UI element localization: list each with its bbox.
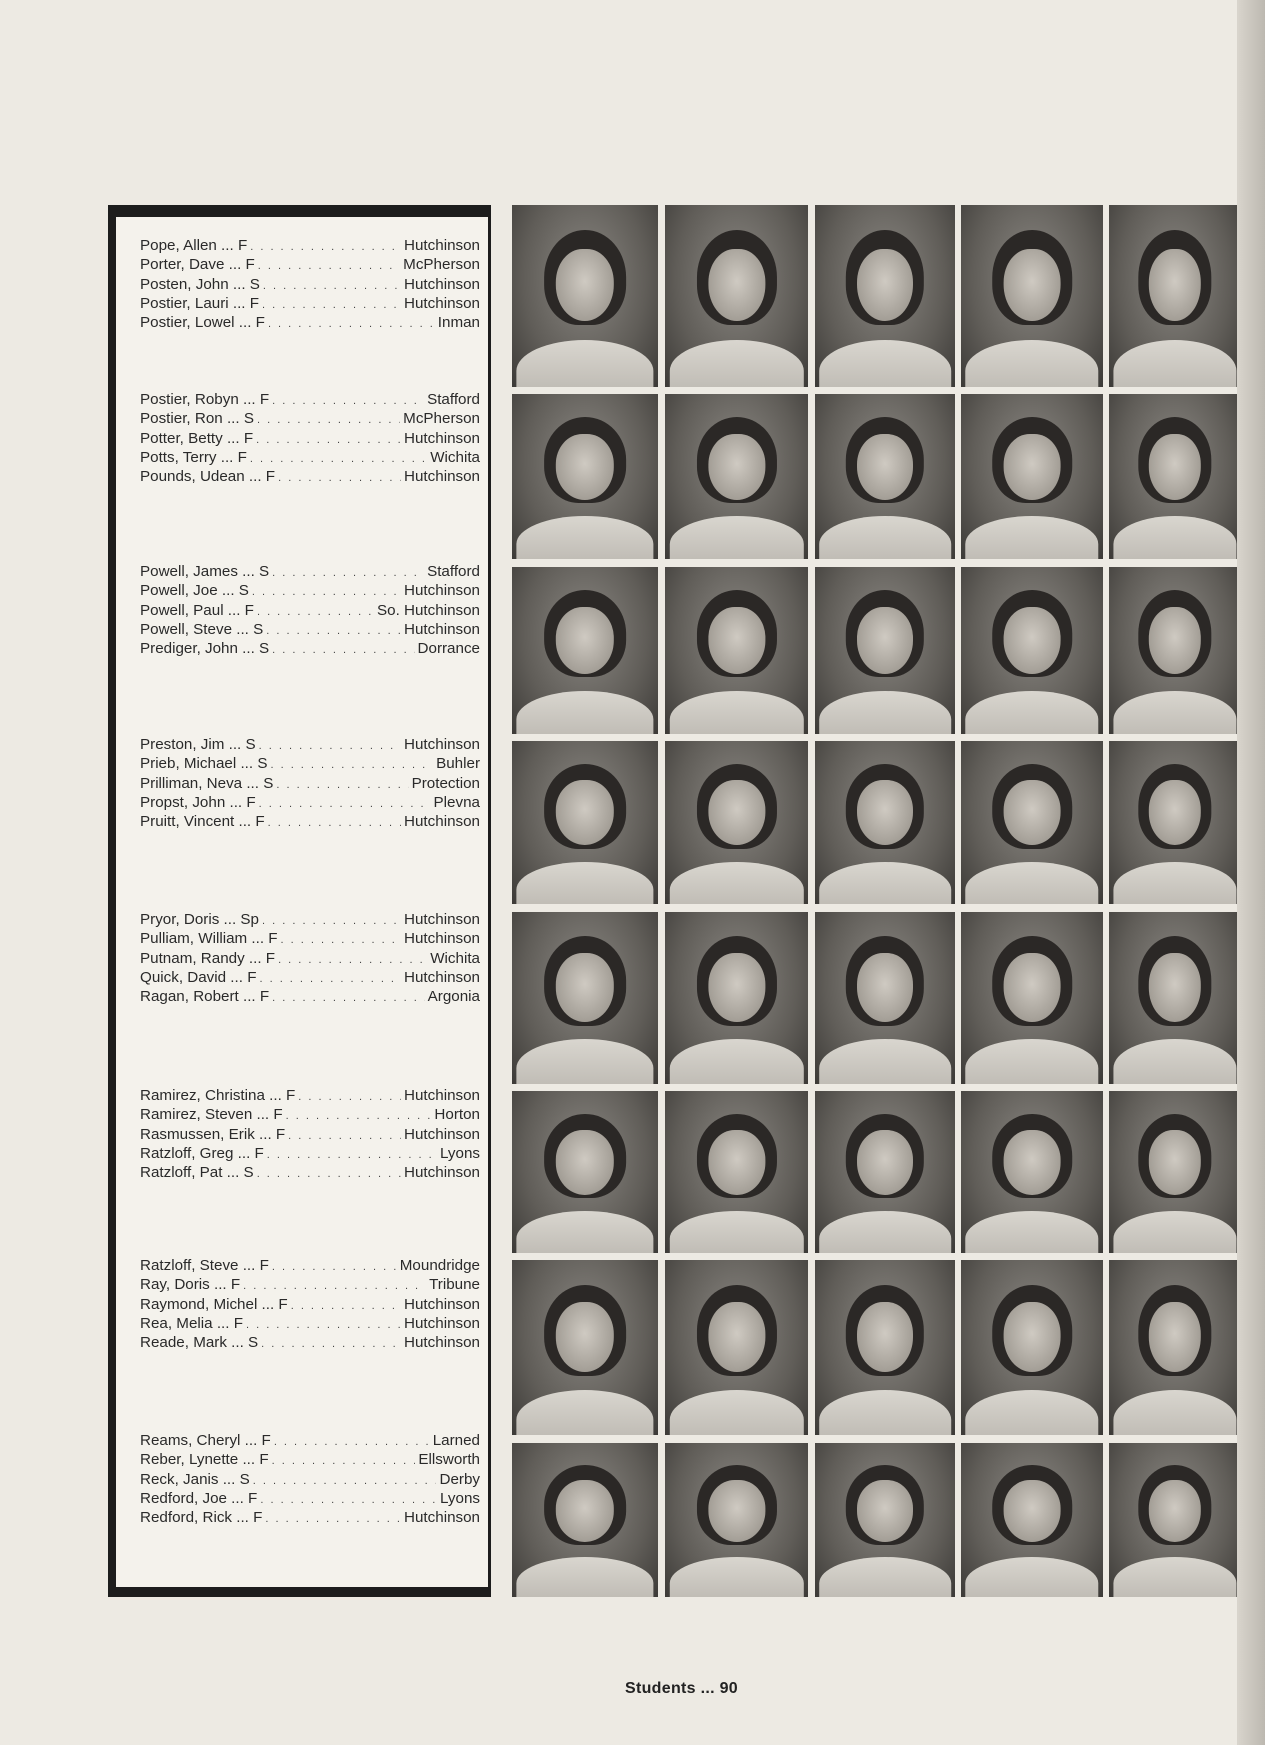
student-name: Powell, Paul ... F — [140, 601, 254, 619]
portrait-shoulders — [965, 1211, 1098, 1253]
portrait-shoulders — [965, 1390, 1098, 1436]
student-portrait-photo — [1109, 1091, 1240, 1253]
portrait-shoulders — [669, 340, 803, 387]
student-portrait-photo — [1109, 1443, 1240, 1597]
portrait-face — [708, 607, 765, 674]
portrait-shoulders — [516, 1039, 653, 1084]
portrait-shoulders — [516, 691, 653, 734]
student-entry — [140, 391, 480, 410]
student-hometown: Hutchinson — [404, 237, 480, 254]
student-name: Ratzloff, Pat ... S — [140, 1164, 254, 1182]
student-name-list — [108, 205, 491, 1597]
student-hometown: So. Hutchinson — [377, 601, 480, 619]
dot-leader — [276, 776, 408, 794]
student-hometown: Protection — [411, 774, 480, 792]
student-name: Pounds, Udean ... F — [140, 468, 276, 486]
student-portrait-photo — [512, 741, 658, 904]
student-portrait-photo — [665, 567, 808, 734]
portrait-face — [556, 1480, 614, 1542]
dot-leader — [265, 1510, 401, 1528]
student-name: Rea, Melia ... F — [140, 1314, 243, 1332]
portrait-shoulders — [819, 691, 951, 734]
dot-leader — [262, 296, 401, 314]
student-entry — [140, 602, 480, 621]
portrait-shoulders — [819, 1211, 951, 1253]
student-portrait-photo — [512, 394, 658, 559]
student-hometown: Dorrance — [417, 640, 480, 658]
portrait-face — [1004, 953, 1061, 1022]
portrait-face — [1004, 249, 1061, 322]
portrait-face — [1004, 434, 1061, 500]
portrait-face — [556, 953, 614, 1022]
student-portrait-photo — [665, 912, 808, 1084]
dot-leader — [272, 989, 424, 1007]
student-portrait-photo — [815, 394, 955, 559]
portrait-shoulders — [669, 1211, 803, 1253]
student-name: Prieb, Michael ... S — [140, 755, 268, 773]
student-name: Reber, Lynette ... F — [140, 1451, 269, 1469]
portrait-face — [1148, 434, 1200, 500]
dot-leader — [259, 970, 401, 988]
student-hometown: Hutchinson — [404, 1295, 480, 1313]
student-hometown: Horton — [434, 1106, 480, 1124]
student-name: Prediger, John ... S — [140, 640, 270, 658]
name-group — [140, 563, 480, 659]
student-entry — [140, 736, 480, 755]
dot-leader — [286, 1107, 432, 1125]
student-entry — [140, 1334, 480, 1353]
portrait-shoulders — [669, 1039, 803, 1084]
student-portrait-photo — [961, 394, 1103, 559]
dot-leader — [263, 277, 401, 295]
student-entry — [140, 468, 480, 487]
student-name: Ragan, Robert ... F — [140, 988, 270, 1006]
student-name: Reams, Cheryl ... F — [140, 1432, 271, 1449]
name-group — [140, 391, 480, 487]
portrait-shoulders — [1113, 516, 1236, 559]
student-hometown: Hutchinson — [404, 1334, 480, 1352]
student-entry — [140, 1276, 480, 1295]
student-hometown: Hutchinson — [404, 275, 480, 293]
portrait-face — [1148, 1302, 1200, 1372]
portrait-shoulders — [669, 516, 803, 559]
student-entry — [140, 755, 480, 774]
student-name: Redford, Rick ... F — [140, 1509, 263, 1527]
dot-leader — [261, 1335, 401, 1353]
dot-leader — [257, 603, 374, 621]
student-hometown: Argonia — [427, 988, 480, 1006]
student-photo-grid — [512, 205, 1240, 1597]
student-entry — [140, 1296, 480, 1315]
portrait-face — [556, 434, 614, 500]
portrait-shoulders — [516, 1211, 653, 1253]
student-portrait-photo — [961, 205, 1103, 387]
portrait-shoulders — [1113, 1557, 1236, 1597]
student-hometown: Stafford — [427, 391, 480, 408]
student-name: Ratzloff, Greg ... F — [140, 1144, 264, 1162]
student-entry — [140, 1432, 480, 1451]
student-portrait-photo — [1109, 1260, 1240, 1435]
student-hometown: Lyons — [440, 1489, 480, 1507]
student-name: Pope, Allen ... F — [140, 237, 248, 254]
student-portrait-photo — [815, 567, 955, 734]
student-hometown: Hutchinson — [404, 620, 480, 638]
student-hometown: Hutchinson — [404, 1509, 480, 1527]
student-entry — [140, 314, 480, 333]
name-group — [140, 1257, 480, 1353]
dot-leader — [252, 583, 401, 601]
name-group — [140, 1087, 480, 1183]
student-entry — [140, 430, 480, 449]
student-hometown: Buhler — [436, 755, 480, 773]
portrait-shoulders — [1113, 862, 1236, 904]
student-hometown: Hutchinson — [404, 294, 480, 312]
portrait-face — [1148, 953, 1200, 1022]
student-hometown: Hutchinson — [404, 968, 480, 986]
portrait-face — [556, 1130, 614, 1195]
student-name: Powell, Joe ... S — [140, 582, 249, 600]
student-entry — [140, 1145, 480, 1164]
student-entry — [140, 295, 480, 314]
student-entry — [140, 563, 480, 582]
portrait-shoulders — [1113, 1390, 1236, 1436]
portrait-shoulders — [819, 516, 951, 559]
student-entry — [140, 1490, 480, 1509]
student-portrait-photo — [512, 1091, 658, 1253]
portrait-face — [708, 1130, 765, 1195]
student-portrait-photo — [815, 205, 955, 387]
portrait-shoulders — [516, 340, 653, 387]
dot-leader — [270, 756, 433, 774]
student-hometown: Wichita — [430, 448, 480, 466]
dot-leader — [268, 315, 435, 333]
portrait-face — [556, 249, 614, 322]
portrait-shoulders — [819, 1039, 951, 1084]
student-portrait-photo — [665, 741, 808, 904]
student-name: Pruitt, Vincent ... F — [140, 813, 265, 831]
portrait-face — [1004, 1130, 1061, 1195]
student-name: Ray, Doris ... F — [140, 1276, 241, 1294]
student-name: Ratzloff, Steve ... F — [140, 1257, 269, 1274]
student-entry — [140, 794, 480, 813]
dot-leader — [272, 1452, 416, 1470]
dot-leader — [298, 1088, 401, 1106]
name-group — [140, 237, 480, 333]
dot-leader — [272, 1258, 397, 1276]
dot-leader — [278, 469, 401, 487]
student-name: Rasmussen, Erik ... F — [140, 1125, 286, 1143]
student-portrait-photo — [665, 1091, 808, 1253]
portrait-shoulders — [516, 862, 653, 904]
dot-leader — [257, 1165, 401, 1183]
student-name: Propst, John ... F — [140, 793, 256, 811]
student-portrait-photo — [1109, 394, 1240, 559]
student-hometown: McPherson — [403, 256, 480, 274]
student-hometown: Tribune — [429, 1276, 480, 1294]
portrait-shoulders — [516, 1390, 653, 1436]
student-hometown: Moundridge — [399, 1257, 480, 1274]
student-hometown: Hutchinson — [404, 1164, 480, 1182]
student-portrait-photo — [665, 1260, 808, 1435]
student-name: Postier, Lauri ... F — [140, 294, 260, 312]
student-hometown: Ellsworth — [418, 1451, 480, 1469]
student-entry — [140, 621, 480, 640]
dot-leader — [288, 1127, 401, 1145]
dot-leader — [256, 431, 401, 449]
student-portrait-photo — [961, 912, 1103, 1084]
student-name: Pulliam, William ... F — [140, 930, 278, 948]
student-entry — [140, 911, 480, 930]
dot-leader — [262, 912, 401, 930]
portrait-face — [857, 434, 913, 500]
portrait-face — [1004, 1480, 1061, 1542]
student-portrait-photo — [961, 567, 1103, 734]
student-portrait-photo — [512, 567, 658, 734]
portrait-face — [708, 953, 765, 1022]
portrait-shoulders — [1113, 340, 1236, 387]
dot-leader — [266, 622, 401, 640]
portrait-shoulders — [1113, 1039, 1236, 1084]
student-name: Preston, Jim ... S — [140, 736, 256, 753]
dot-leader — [259, 737, 401, 755]
student-entry — [140, 237, 480, 256]
student-entry — [140, 1164, 480, 1183]
student-hometown: Larned — [432, 1432, 480, 1449]
dot-leader — [250, 238, 401, 256]
portrait-shoulders — [965, 516, 1098, 559]
student-portrait-photo — [961, 1443, 1103, 1597]
portrait-face — [556, 607, 614, 674]
portrait-face — [857, 1480, 913, 1542]
portrait-face — [857, 1302, 913, 1372]
portrait-shoulders — [669, 862, 803, 904]
student-hometown: Hutchinson — [404, 1314, 480, 1332]
dot-leader — [257, 411, 400, 429]
student-hometown: Lyons — [440, 1144, 480, 1162]
student-entry — [140, 813, 480, 832]
student-hometown: Hutchinson — [404, 468, 480, 486]
student-entry — [140, 1509, 480, 1528]
student-hometown: Hutchinson — [404, 429, 480, 447]
dot-leader — [272, 641, 414, 659]
student-hometown: Inman — [437, 314, 480, 332]
portrait-shoulders — [669, 1390, 803, 1436]
student-portrait-photo — [512, 912, 658, 1084]
dot-leader — [243, 1277, 426, 1295]
student-entry — [140, 969, 480, 988]
student-entry — [140, 1106, 480, 1125]
student-portrait-photo — [1109, 205, 1240, 387]
student-entry — [140, 410, 480, 429]
portrait-shoulders — [669, 1557, 803, 1597]
student-name: Putnam, Randy ... F — [140, 949, 276, 967]
student-entry — [140, 950, 480, 969]
page-footer: Students ... 90 — [625, 1680, 738, 1697]
student-name: Postier, Robyn ... F — [140, 391, 270, 408]
student-name: Potts, Terry ... F — [140, 448, 247, 466]
portrait-shoulders — [965, 1557, 1098, 1597]
student-name: Redford, Joe ... F — [140, 1489, 258, 1507]
student-name: Postier, Lowel ... F — [140, 314, 265, 332]
student-name: Posten, John ... S — [140, 275, 260, 293]
student-hometown: Stafford — [427, 563, 480, 580]
portrait-face — [857, 780, 913, 845]
portrait-shoulders — [965, 862, 1098, 904]
portrait-face — [556, 1302, 614, 1372]
student-portrait-photo — [512, 205, 658, 387]
student-entry — [140, 640, 480, 659]
student-hometown: Hutchinson — [404, 736, 480, 753]
dot-leader — [291, 1297, 401, 1315]
student-portrait-photo — [512, 1260, 658, 1435]
student-name: Reck, Janis ... S — [140, 1470, 250, 1488]
student-name: Pryor, Doris ... Sp — [140, 911, 260, 928]
student-portrait-photo — [665, 205, 808, 387]
student-entry — [140, 256, 480, 275]
student-hometown: Hutchinson — [404, 1087, 480, 1104]
name-group — [140, 736, 480, 832]
student-name: Ramirez, Christina ... F — [140, 1087, 296, 1104]
student-entry — [140, 582, 480, 601]
dot-leader — [259, 795, 431, 813]
student-entry — [140, 988, 480, 1007]
dot-leader — [268, 814, 401, 832]
student-portrait-photo — [815, 1260, 955, 1435]
portrait-shoulders — [965, 340, 1098, 387]
student-portrait-photo — [1109, 567, 1240, 734]
dot-leader — [272, 564, 424, 582]
student-name: Reade, Mark ... S — [140, 1334, 259, 1352]
portrait-face — [708, 780, 765, 845]
portrait-shoulders — [965, 691, 1098, 734]
portrait-face — [1148, 1130, 1200, 1195]
student-name: Prilliman, Neva ... S — [140, 774, 274, 792]
dot-leader — [272, 392, 424, 410]
student-name: Porter, Dave ... F — [140, 256, 255, 274]
portrait-face — [857, 1130, 913, 1195]
student-hometown: Hutchinson — [404, 1125, 480, 1143]
student-entry — [140, 1451, 480, 1470]
portrait-face — [857, 953, 913, 1022]
dot-leader — [250, 450, 427, 468]
student-hometown: McPherson — [403, 410, 480, 428]
student-portrait-photo — [961, 1091, 1103, 1253]
portrait-shoulders — [516, 516, 653, 559]
dot-leader — [278, 951, 427, 969]
student-portrait-photo — [665, 394, 808, 559]
student-name: Ramirez, Steven ... F — [140, 1106, 283, 1124]
student-entry — [140, 1087, 480, 1106]
student-name: Powell, Steve ... S — [140, 620, 264, 638]
student-entry — [140, 775, 480, 794]
student-portrait-photo — [961, 1260, 1103, 1435]
student-entry — [140, 1315, 480, 1334]
portrait-face — [1004, 780, 1061, 845]
name-group — [140, 1432, 480, 1528]
portrait-face — [708, 1302, 765, 1372]
dot-leader — [253, 1472, 437, 1490]
portrait-shoulders — [819, 1390, 951, 1436]
name-group — [140, 911, 480, 1007]
student-name: Postier, Ron ... S — [140, 410, 254, 428]
student-entry — [140, 449, 480, 468]
student-hometown: Hutchinson — [404, 813, 480, 831]
portrait-face — [708, 249, 765, 322]
portrait-face — [1148, 607, 1200, 674]
portrait-face — [857, 249, 913, 322]
portrait-face — [1004, 1302, 1061, 1372]
student-portrait-photo — [512, 1443, 658, 1597]
portrait-shoulders — [1113, 1211, 1236, 1253]
portrait-face — [1148, 249, 1200, 322]
dot-leader — [246, 1316, 401, 1334]
dot-leader — [281, 931, 401, 949]
portrait-shoulders — [819, 340, 951, 387]
student-entry — [140, 1471, 480, 1490]
student-portrait-photo — [815, 741, 955, 904]
page-binding-edge — [1237, 0, 1265, 1745]
student-portrait-photo — [815, 1091, 955, 1253]
student-entry — [140, 1126, 480, 1145]
portrait-face — [708, 1480, 765, 1542]
portrait-shoulders — [669, 691, 803, 734]
portrait-shoulders — [1113, 691, 1236, 734]
dot-leader — [274, 1433, 430, 1451]
student-hometown: Derby — [439, 1470, 480, 1488]
student-portrait-photo — [815, 912, 955, 1084]
dot-leader — [258, 257, 400, 275]
dot-leader — [260, 1491, 437, 1509]
student-name: Quick, David ... F — [140, 968, 257, 986]
student-entry — [140, 276, 480, 295]
portrait-face — [1148, 1480, 1200, 1542]
portrait-shoulders — [819, 862, 951, 904]
student-hometown: Plevna — [433, 793, 480, 811]
student-hometown: Hutchinson — [404, 911, 480, 928]
student-name: Powell, James ... S — [140, 563, 270, 580]
portrait-face — [1004, 607, 1061, 674]
student-portrait-photo — [961, 741, 1103, 904]
student-hometown: Hutchinson — [404, 582, 480, 600]
student-hometown: Hutchinson — [404, 930, 480, 948]
portrait-shoulders — [819, 1557, 951, 1597]
student-entry — [140, 930, 480, 949]
student-entry — [140, 1257, 480, 1276]
portrait-shoulders — [965, 1039, 1098, 1084]
student-hometown: Wichita — [430, 949, 480, 967]
student-portrait-photo — [1109, 912, 1240, 1084]
portrait-shoulders — [516, 1557, 653, 1597]
student-portrait-photo — [815, 1443, 955, 1597]
portrait-face — [708, 434, 765, 500]
student-portrait-photo — [665, 1443, 808, 1597]
portrait-face — [857, 607, 913, 674]
student-portrait-photo — [1109, 741, 1240, 904]
student-name: Raymond, Michel ... F — [140, 1295, 288, 1313]
student-name: Potter, Betty ... F — [140, 429, 254, 447]
dot-leader — [267, 1146, 437, 1164]
